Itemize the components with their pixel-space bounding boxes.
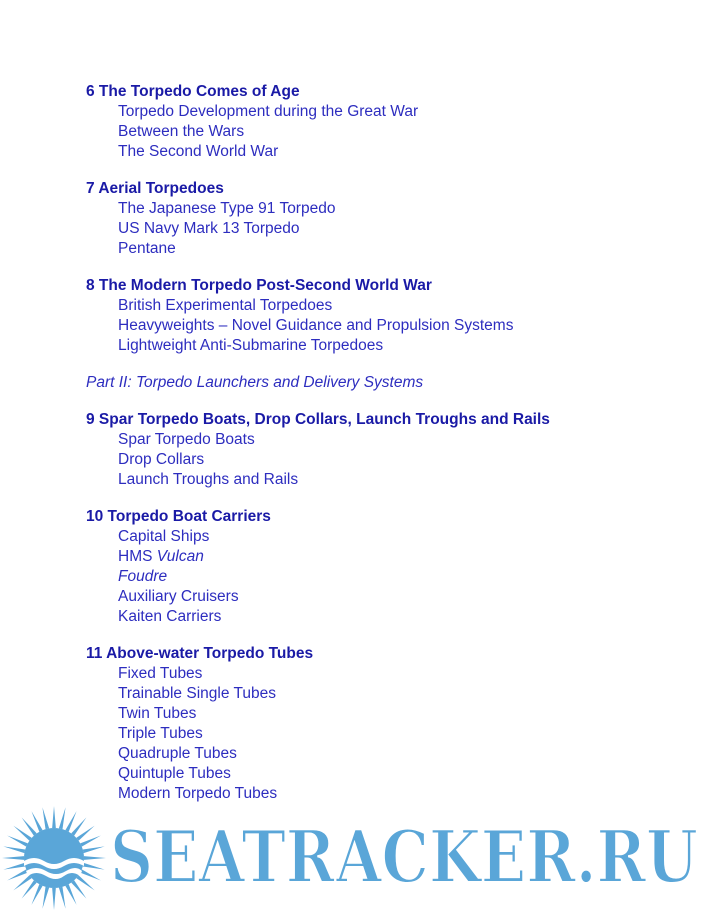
chapter-block (86, 82, 686, 162)
section-link[interactable]: Fixed Tubes (118, 665, 203, 682)
chapter-title[interactable]: 10 Torpedo Boat Carriers (86, 508, 271, 525)
section-link[interactable]: Auxiliary Cruisers (118, 588, 239, 605)
section-link[interactable]: Lightweight Anti-Submarine Torpedoes (118, 337, 384, 354)
chapter-block (86, 507, 686, 627)
chapter-block (86, 276, 686, 356)
section-link[interactable]: Twin Tubes (118, 705, 197, 722)
sun-ray (80, 835, 101, 846)
sun-ray (7, 835, 28, 846)
section-link[interactable]: Triple Tubes (118, 725, 203, 742)
chapter-block (86, 644, 686, 804)
sun-ray (83, 846, 105, 853)
section-link[interactable]: British Experimental Torpedoes (118, 297, 333, 314)
section-link[interactable]: Torpedo Development during the Great War (118, 103, 419, 120)
section-link[interactable]: US Navy Mark 13 Torpedo (118, 220, 300, 237)
section-link[interactable]: The Second World War (118, 143, 279, 160)
section-link[interactable]: Foudre (118, 568, 168, 585)
chapter-block (86, 179, 686, 259)
sun-ray (31, 811, 42, 832)
sun-ray (42, 887, 49, 909)
sun-ray (65, 884, 76, 905)
section-link[interactable] (86, 547, 686, 567)
watermark (0, 806, 708, 910)
section-link[interactable]: Kaiten Carriers (118, 608, 222, 625)
chapter-title[interactable]: 7 Aerial Torpedoes (86, 180, 224, 197)
section-link-prefix: HMS (118, 548, 157, 565)
section-link[interactable]: Spar Torpedo Boats (118, 431, 255, 448)
sun-ray (65, 811, 76, 832)
section-link[interactable]: Trainable Single Tubes (118, 685, 276, 702)
sun-ray (84, 856, 106, 860)
sun-ray (2, 856, 24, 860)
section-link[interactable]: Between the Wars (118, 123, 245, 140)
sun-ray (3, 846, 25, 853)
section-link[interactable]: The Japanese Type 91 Torpedo (118, 200, 336, 217)
section-link-italic: Vulcan (156, 548, 204, 565)
sun-ray (7, 869, 28, 880)
section-link[interactable]: Capital Ships (118, 528, 210, 545)
section-link[interactable]: Pentane (118, 240, 176, 257)
section-link[interactable]: Modern Torpedo Tubes (118, 785, 278, 802)
part-heading[interactable]: Part II: Torpedo Launchers and Delivery Systems (86, 374, 424, 391)
section-link[interactable]: Quadruple Tubes (118, 745, 237, 762)
chapter-title[interactable]: 8 The Modern Torpedo Post-Second World War (86, 277, 432, 294)
chapter-title[interactable]: 6 The Torpedo Comes of Age (86, 83, 300, 100)
sun-ray (52, 806, 56, 828)
sun-ray (31, 884, 42, 905)
chapter-block (86, 410, 686, 490)
chapter-title[interactable]: 9 Spar Torpedo Boats, Drop Collars, Launch Troughs and Rails (86, 411, 550, 428)
sun-ray (59, 887, 66, 909)
chapter-title[interactable]: 11 Above-water Torpedo Tubes (86, 645, 314, 662)
sun-ray (80, 869, 101, 880)
sun-ray (3, 863, 25, 870)
sun-ray (52, 888, 56, 910)
sun-ray (42, 807, 49, 829)
section-link[interactable]: Heavyweights – Novel Guidance and Propulsion Systems (118, 317, 514, 334)
table-of-contents (86, 82, 686, 821)
section-link[interactable]: Quintuple Tubes (118, 765, 231, 782)
sun-wave-logo-icon (0, 806, 108, 910)
sun-ray (83, 863, 105, 870)
svg-text:SEATRACKER.RU: SEATRACKER.RU (110, 816, 698, 896)
watermark-text (110, 816, 702, 896)
sun-ray (59, 807, 66, 829)
section-link[interactable]: Drop Collars (118, 451, 205, 468)
section-link[interactable]: Launch Troughs and Rails (118, 471, 299, 488)
